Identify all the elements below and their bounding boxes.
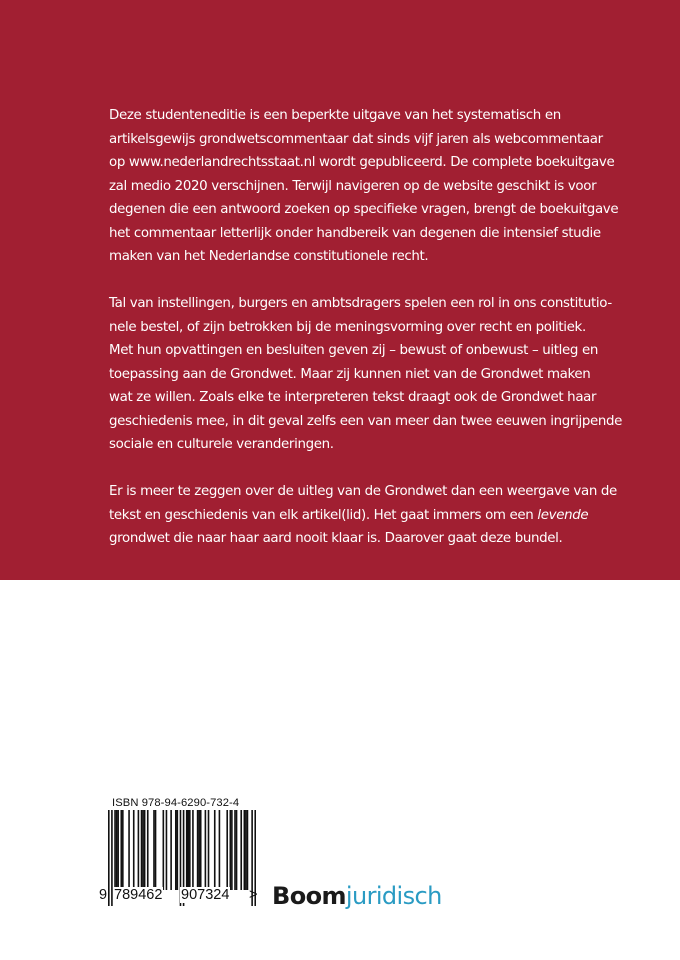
publisher-logo-boom: Boom (272, 882, 346, 910)
blurb-line: degenen die een antwoord zoeken op specifieke vragen, brengt de boekuitgave (109, 202, 619, 217)
barcode-bar (192, 810, 194, 890)
blurb-line: Tal van instellingen, burgers en ambtsdragers spelen een rol in ons constitutio- (109, 296, 612, 311)
barcode-digits (98, 887, 258, 907)
publisher-logo (272, 881, 442, 911)
barcode-bar (247, 810, 249, 890)
blurb-line: grondwet die naar haar aard nooit klaar is. Daarover gaat deze bundel. (109, 531, 563, 546)
blurb-line: nele bestel, of zijn betrokken bij de meningsvorming over recht en politiek. (109, 319, 586, 335)
blurb-line: toepassing aan de Grondwet. Maar zij kunnen niet van de Grondwet maken (109, 366, 591, 382)
barcode-bar (231, 810, 233, 890)
barcode-bar (141, 810, 143, 890)
blurb-line: Deze studenteneditie is een beperkte uitgave van het systematisch en (109, 108, 561, 123)
barcode-bar (138, 810, 140, 890)
barcode-bar (245, 810, 247, 890)
barcode-digit-first: 9 (99, 887, 108, 903)
barcode-bar (219, 810, 221, 890)
blurb-line: op www.nederlandrechtsstaat.nl wordt gepubliceerd. De complete boekuitgave (109, 155, 615, 170)
blurb-paragraph-1 (109, 104, 619, 269)
barcode-bar (163, 810, 165, 890)
barcode-bar (240, 810, 242, 890)
blurb-paragraph-2 (109, 292, 623, 457)
blurb-line: zal medio 2020 verschijnen. Terwijl navigeren op de website geschikt is voor (109, 178, 597, 194)
barcode-bar (234, 810, 236, 890)
back-cover-blurb (109, 104, 623, 551)
barcode-bar (175, 810, 177, 890)
barcode-bar (236, 810, 238, 890)
blurb-line: Met hun opvattingen en besluiten geven zij – bewust of onbewust – uitleg en (109, 343, 598, 358)
barcode-bar (120, 810, 122, 890)
barcode-bar (244, 810, 246, 890)
barcode-bar (155, 810, 157, 890)
blurb-line (109, 504, 589, 528)
barcode-bar (177, 810, 179, 890)
blurb-line: Er is meer te zeggen over de uitleg van de Grondwet dan een weergave van de (109, 484, 617, 499)
barcode-bar (166, 810, 168, 890)
barcode-bar (226, 810, 228, 890)
barcode-bar (186, 810, 188, 890)
barcode-bar (214, 810, 216, 890)
barcode-bar (114, 810, 116, 890)
blurb-line: artikelsgewijs grondwetscommentaar dat sinds vijf jaren als webcommentaar (109, 131, 603, 147)
barcode-bar (187, 810, 189, 890)
barcode-bar (117, 810, 119, 890)
barcode-bar (144, 810, 146, 890)
blurb-line: sociale en culturele veranderingen. (109, 437, 334, 452)
blurb-line: het commentaar letterlijk onder handbereik van degenen die intensief studie (109, 225, 601, 241)
barcode-bar (205, 810, 207, 890)
barcode-digits-right: 907324 (181, 887, 230, 903)
barcode-bar (189, 810, 191, 890)
barcode-bar (142, 810, 144, 890)
blurb-emphasis: levende (537, 507, 589, 523)
blurb-paragraph-3 (109, 480, 617, 551)
barcode-bar (128, 810, 130, 890)
barcode-bar (116, 810, 118, 890)
barcode-bar (197, 810, 199, 890)
barcode-bar (153, 810, 155, 890)
publisher-logo-juridisch: juridisch (345, 882, 442, 910)
blurb-line: maken van het Nederlandse constitutionele recht. (109, 249, 429, 264)
barcode-bar (200, 810, 202, 890)
isbn-label: ISBN 978-94-6290-732-4 (112, 797, 240, 809)
barcode-bar (122, 810, 124, 890)
barcode-bar (133, 810, 135, 890)
barcode-bar (208, 810, 210, 890)
barcode-quiet-zone-mark: > (249, 887, 258, 903)
blurb-line: wat ze willen. Zoals elke te interpreteren tekst draagt ook de Grondwet haar (109, 390, 597, 405)
barcode-bar (170, 810, 172, 890)
barcode-bar (147, 810, 149, 890)
blurb-line: geschiedenis mee, in dit geval zelfs een van meer dan twee eeuwen ingrijpende (109, 413, 623, 429)
barcode-bar (230, 810, 232, 890)
blurb-text: tekst en geschiedenis van elk artikel(lid). Het gaat immers om een (109, 507, 538, 523)
barcode-digits-left: 789462 (114, 887, 163, 903)
barcode-bar (198, 810, 200, 890)
